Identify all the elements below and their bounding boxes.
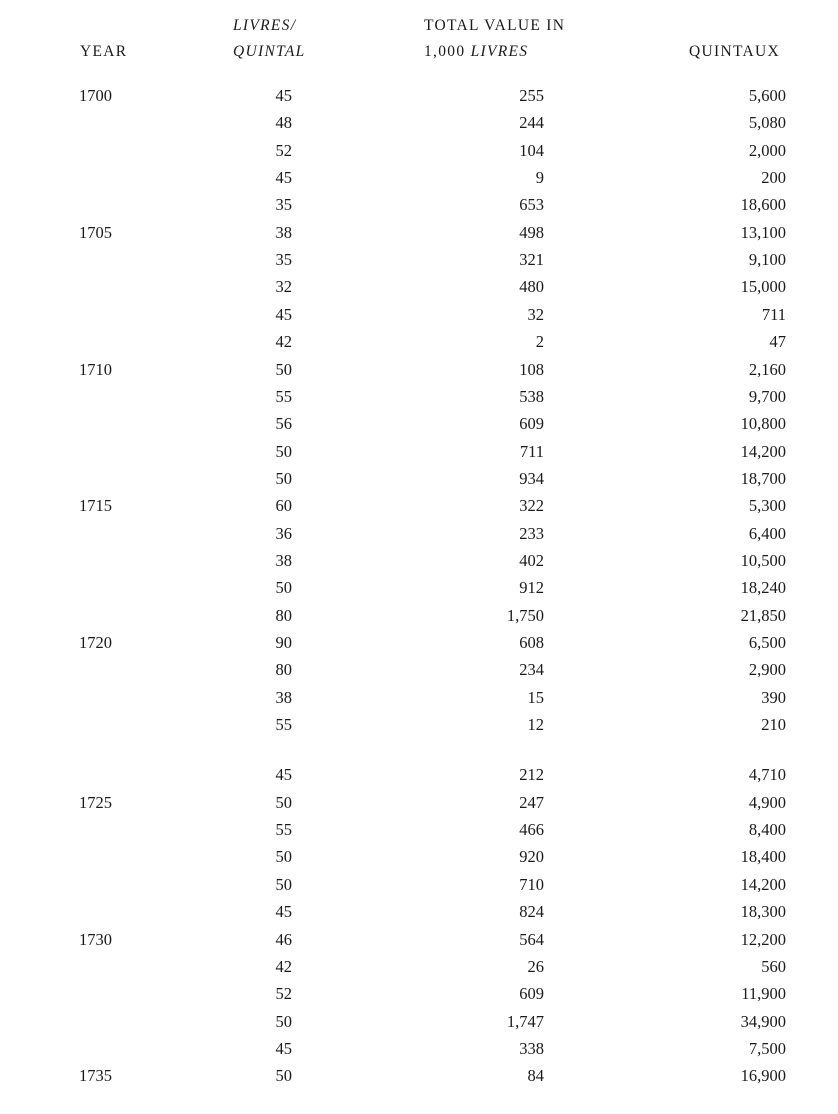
livres-per-quintal-cell: 45 xyxy=(275,765,292,784)
total-value-cell: 920 xyxy=(519,847,544,866)
column-header-total-line1: TOTAL VALUE IN xyxy=(424,17,566,34)
quintaux-cell: 560 xyxy=(761,957,786,976)
column-header-total-line2-italic: LIVRES xyxy=(470,43,529,60)
total-value-cell: 653 xyxy=(519,195,544,214)
table-row xyxy=(0,249,838,271)
total-value-cell: 480 xyxy=(519,277,544,296)
table-row xyxy=(0,550,838,572)
quintaux-cell: 4,900 xyxy=(748,793,786,812)
year-cell: 1730 xyxy=(79,930,112,949)
total-value-cell: 538 xyxy=(519,387,544,406)
table-row xyxy=(0,523,838,545)
column-header-quintaux-label: QUINTAUX xyxy=(689,43,780,60)
total-value-cell: 609 xyxy=(519,984,544,1003)
quintaux-cell: 10,500 xyxy=(740,551,786,570)
livres-per-quintal-cell: 80 xyxy=(275,606,292,625)
total-value-cell: 321 xyxy=(519,250,544,269)
total-value-cell: 824 xyxy=(519,902,544,921)
livres-per-quintal-cell: 46 xyxy=(275,930,292,949)
livres-per-quintal-cell: 50 xyxy=(275,442,292,461)
total-value-cell: 402 xyxy=(519,551,544,570)
quintaux-cell: 2,900 xyxy=(748,660,786,679)
livres-per-quintal-cell: 55 xyxy=(275,820,292,839)
livres-per-quintal-cell: 52 xyxy=(275,984,292,1003)
table-row xyxy=(0,714,838,736)
table-row xyxy=(0,792,838,814)
table-row xyxy=(0,1038,838,1060)
table-row xyxy=(0,441,838,463)
table-row xyxy=(0,605,838,627)
quintaux-cell: 18,300 xyxy=(740,902,786,921)
quintaux-cell: 11,900 xyxy=(741,984,786,1003)
quintaux-cell: 5,300 xyxy=(748,496,786,515)
column-header-livres-line2: QUINTAL xyxy=(233,43,306,60)
quintaux-cell: 5,080 xyxy=(748,113,786,132)
quintaux-cell: 12,200 xyxy=(740,930,786,949)
quintaux-cell: 10,800 xyxy=(740,414,786,433)
livres-per-quintal-cell: 56 xyxy=(275,414,292,433)
livres-per-quintal-cell: 45 xyxy=(275,305,292,324)
total-value-cell: 466 xyxy=(519,820,544,839)
total-value-cell: 244 xyxy=(519,113,544,132)
quintaux-cell: 7,500 xyxy=(748,1039,786,1058)
quintaux-cell: 4,710 xyxy=(748,765,786,784)
quintaux-cell: 2,000 xyxy=(748,141,786,160)
total-value-cell: 234 xyxy=(519,660,544,679)
livres-per-quintal-cell: 48 xyxy=(275,113,292,132)
livres-per-quintal-cell: 52 xyxy=(275,141,292,160)
table-row xyxy=(0,276,838,298)
livres-per-quintal-cell: 45 xyxy=(275,168,292,187)
table-row xyxy=(0,85,838,107)
livres-per-quintal-cell: 90 xyxy=(275,633,292,652)
total-value-cell: 2 xyxy=(535,332,544,351)
year-cell: 1710 xyxy=(79,360,112,379)
table-row xyxy=(0,983,838,1005)
livres-per-quintal-cell: 55 xyxy=(275,387,292,406)
livres-per-quintal-cell: 50 xyxy=(275,793,292,812)
total-value-cell: 108 xyxy=(519,360,544,379)
quintaux-cell: 15,000 xyxy=(740,277,786,296)
total-value-cell: 912 xyxy=(519,578,544,597)
total-value-cell: 710 xyxy=(519,875,544,894)
table-row xyxy=(0,194,838,216)
table-row xyxy=(0,632,838,654)
livres-per-quintal-cell: 45 xyxy=(275,86,292,105)
livres-per-quintal-cell: 50 xyxy=(275,578,292,597)
quintaux-cell: 6,500 xyxy=(748,633,786,652)
livres-per-quintal-cell: 38 xyxy=(275,551,292,570)
table-row xyxy=(0,577,838,599)
quintaux-cell: 390 xyxy=(761,688,786,707)
livres-per-quintal-cell: 45 xyxy=(275,902,292,921)
quintaux-cell: 13,100 xyxy=(740,223,786,242)
table-row xyxy=(0,140,838,162)
table-row xyxy=(0,659,838,681)
table-row xyxy=(0,167,838,189)
livres-per-quintal-cell: 50 xyxy=(275,847,292,866)
total-value-cell: 15 xyxy=(527,688,544,707)
table-row xyxy=(0,687,838,709)
total-value-cell: 1,747 xyxy=(506,1012,544,1031)
year-cell: 1715 xyxy=(79,496,112,515)
table-row xyxy=(0,359,838,381)
livres-per-quintal-cell: 50 xyxy=(275,875,292,894)
total-value-cell: 498 xyxy=(519,223,544,242)
table-row xyxy=(0,764,838,786)
total-value-cell: 608 xyxy=(519,633,544,652)
total-value-cell: 711 xyxy=(519,442,544,461)
livres-per-quintal-cell: 42 xyxy=(275,957,292,976)
total-value-cell: 233 xyxy=(519,524,544,543)
total-value-cell: 84 xyxy=(527,1066,544,1085)
quintaux-cell: 6,400 xyxy=(748,524,786,543)
total-value-cell: 32 xyxy=(527,305,544,324)
table-row xyxy=(0,1011,838,1033)
total-value-cell: 338 xyxy=(519,1039,544,1058)
table-row xyxy=(0,846,838,868)
total-value-cell: 1,750 xyxy=(506,606,544,625)
livres-per-quintal-cell: 60 xyxy=(275,496,292,515)
quintaux-cell: 18,700 xyxy=(740,469,786,488)
table-row xyxy=(0,413,838,435)
total-value-cell: 9 xyxy=(535,168,544,187)
livres-per-quintal-cell: 45 xyxy=(275,1039,292,1058)
livres-per-quintal-cell: 50 xyxy=(275,1066,292,1085)
livres-per-quintal-cell: 50 xyxy=(275,1012,292,1031)
total-value-cell: 255 xyxy=(519,86,544,105)
table-row xyxy=(0,874,838,896)
livres-per-quintal-cell: 38 xyxy=(275,223,292,242)
quintaux-cell: 711 xyxy=(761,305,786,324)
quintaux-cell: 8,400 xyxy=(748,820,786,839)
table-row xyxy=(0,112,838,134)
column-header-year-label: YEAR xyxy=(80,43,128,60)
table-row xyxy=(0,386,838,408)
table-row xyxy=(0,929,838,951)
total-value-cell: 26 xyxy=(527,957,544,976)
table-row xyxy=(0,331,838,353)
quintaux-cell: 9,700 xyxy=(748,387,786,406)
total-value-cell: 247 xyxy=(519,793,544,812)
total-value-cell: 212 xyxy=(519,765,544,784)
livres-per-quintal-cell: 32 xyxy=(275,277,292,296)
total-value-cell: 104 xyxy=(519,141,544,160)
quintaux-cell: 34,900 xyxy=(740,1012,786,1031)
quintaux-cell: 5,600 xyxy=(748,86,786,105)
livres-per-quintal-cell: 42 xyxy=(275,332,292,351)
quintaux-cell: 9,100 xyxy=(748,250,786,269)
total-value-cell: 564 xyxy=(519,930,544,949)
table-row xyxy=(0,304,838,326)
livres-per-quintal-cell: 35 xyxy=(275,250,292,269)
table-row xyxy=(0,495,838,517)
table-row xyxy=(0,901,838,923)
quintaux-cell: 21,850 xyxy=(740,606,786,625)
quintaux-cell: 14,200 xyxy=(740,875,786,894)
quintaux-cell: 18,240 xyxy=(740,578,786,597)
livres-per-quintal-cell: 55 xyxy=(275,715,292,734)
table-row xyxy=(0,819,838,841)
total-value-cell: 12 xyxy=(527,715,544,734)
quintaux-cell: 210 xyxy=(761,715,786,734)
table-row xyxy=(0,468,838,490)
column-header-total-line2-prefix: 1,000 xyxy=(424,43,471,60)
total-value-cell: 609 xyxy=(519,414,544,433)
table-row xyxy=(0,1065,838,1087)
total-value-cell: 322 xyxy=(519,496,544,515)
quintaux-cell: 2,160 xyxy=(748,360,786,379)
quintaux-cell: 16,900 xyxy=(740,1066,786,1085)
quintaux-cell: 18,400 xyxy=(740,847,786,866)
quintaux-cell: 18,600 xyxy=(740,195,786,214)
column-header-livres-line1: LIVRES/ xyxy=(233,17,297,34)
year-cell: 1700 xyxy=(79,86,112,105)
year-cell: 1705 xyxy=(79,223,112,242)
livres-per-quintal-cell: 36 xyxy=(275,524,292,543)
table-row xyxy=(0,222,838,244)
year-cell: 1720 xyxy=(79,633,112,652)
livres-per-quintal-cell: 38 xyxy=(275,688,292,707)
quintaux-cell: 200 xyxy=(761,168,786,187)
year-cell: 1725 xyxy=(79,793,112,812)
total-value-cell: 934 xyxy=(519,469,544,488)
year-cell: 1735 xyxy=(79,1066,112,1085)
livres-per-quintal-cell: 50 xyxy=(275,360,292,379)
quintaux-cell: 47 xyxy=(769,332,786,351)
livres-per-quintal-cell: 80 xyxy=(275,660,292,679)
livres-per-quintal-cell: 50 xyxy=(275,469,292,488)
quintaux-cell: 14,200 xyxy=(740,442,786,461)
livres-per-quintal-cell: 35 xyxy=(275,195,292,214)
table-row xyxy=(0,956,838,978)
